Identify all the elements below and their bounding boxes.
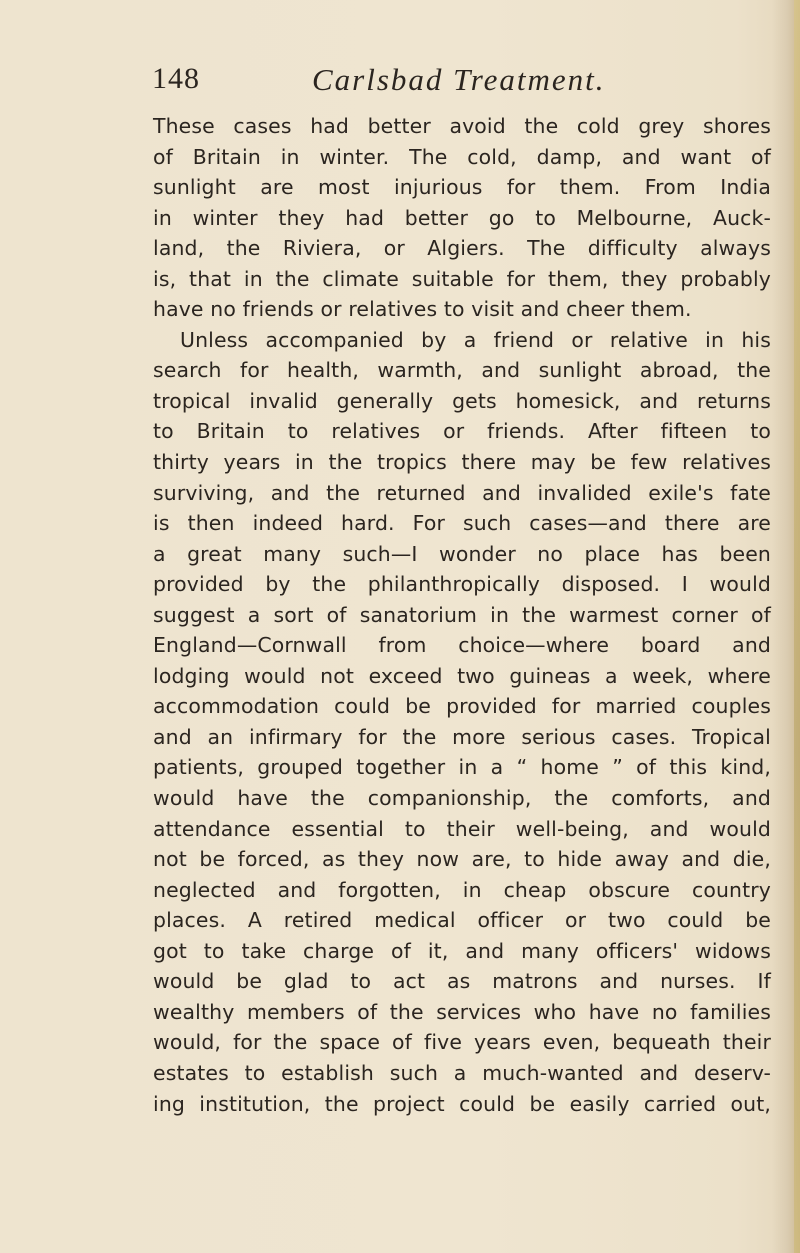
text-line: got to take charge of it, and many officers' widows xyxy=(153,938,771,963)
text-line: lodging would not exceed two guineas a week, where xyxy=(153,663,771,688)
paragraph-2 xyxy=(153,325,771,1119)
body-text xyxy=(153,111,771,1119)
running-head xyxy=(152,62,672,102)
text-line: England—Cornwall from choice—where board and xyxy=(153,633,771,658)
paragraph-1 xyxy=(153,111,771,325)
text-line: attendance essential to their well-being, and would xyxy=(153,816,771,841)
text-line: search for health, warmth, and sunlight abroad, the xyxy=(153,358,771,383)
text-line: not be forced, as they now are, to hide away and die, xyxy=(153,847,771,872)
text-line: of Britain in winter. The cold, damp, and want of xyxy=(153,144,771,169)
page-edge-gilt xyxy=(794,0,800,1253)
text-line: ing institution, the project could be easily carried out, xyxy=(153,1091,771,1116)
text-line: suggest a sort of sanatorium in the warmest corner of xyxy=(153,602,771,627)
text-line: a great many such—I wonder no place has been xyxy=(153,541,771,566)
text-line: would be glad to act as matrons and nurses. If xyxy=(153,969,771,994)
text-line: thirty years in the tropics there may be few relatives xyxy=(153,450,771,475)
text-line: Unless accompanied by a friend or relative in his xyxy=(180,327,771,352)
text-line: wealthy members of the services who have no families xyxy=(153,999,771,1024)
page-number: 148 xyxy=(152,62,200,95)
text-line: would, for the space of five years even, bequeath their xyxy=(153,1030,771,1055)
text-line: sunlight are most injurious for them. From India xyxy=(153,175,771,200)
text-line: is then indeed hard. For such cases—and there are xyxy=(153,511,771,536)
text-line: to Britain to relatives or friends. After fifteen to xyxy=(153,419,771,444)
running-title: Carlsbad Treatment. xyxy=(312,62,606,97)
text-line: provided by the philanthropically disposed. I would xyxy=(153,572,771,597)
text-line: tropical invalid generally gets homesick, and returns xyxy=(153,388,771,413)
text-line: have no friends or relatives to visit and cheer them. xyxy=(153,297,692,322)
text-line: in winter they had better go to Melbourne, Auck- xyxy=(153,205,771,230)
text-line: is, that in the climate suitable for them, they probably xyxy=(153,266,771,291)
text-line: estates to establish such a much-wanted and deserv- xyxy=(153,1060,771,1085)
text-line: These cases had better avoid the cold grey shores xyxy=(153,114,771,138)
text-line: land, the Riviera, or Algiers. The difficulty always xyxy=(153,236,771,261)
text-line: places. A retired medical officer or two could be xyxy=(153,908,771,933)
text-line: and an infirmary for the more serious cases. Tropical xyxy=(153,724,771,749)
text-line: would have the companionship, the comforts, and xyxy=(153,786,771,811)
text-line: accommodation could be provided for married couples xyxy=(153,694,771,719)
text-line: surviving, and the returned and invalided exile's fate xyxy=(153,480,771,505)
text-line: patients, grouped together in a “ home ” of this kind, xyxy=(153,755,771,780)
text-line: neglected and forgotten, in cheap obscure country xyxy=(153,877,771,902)
